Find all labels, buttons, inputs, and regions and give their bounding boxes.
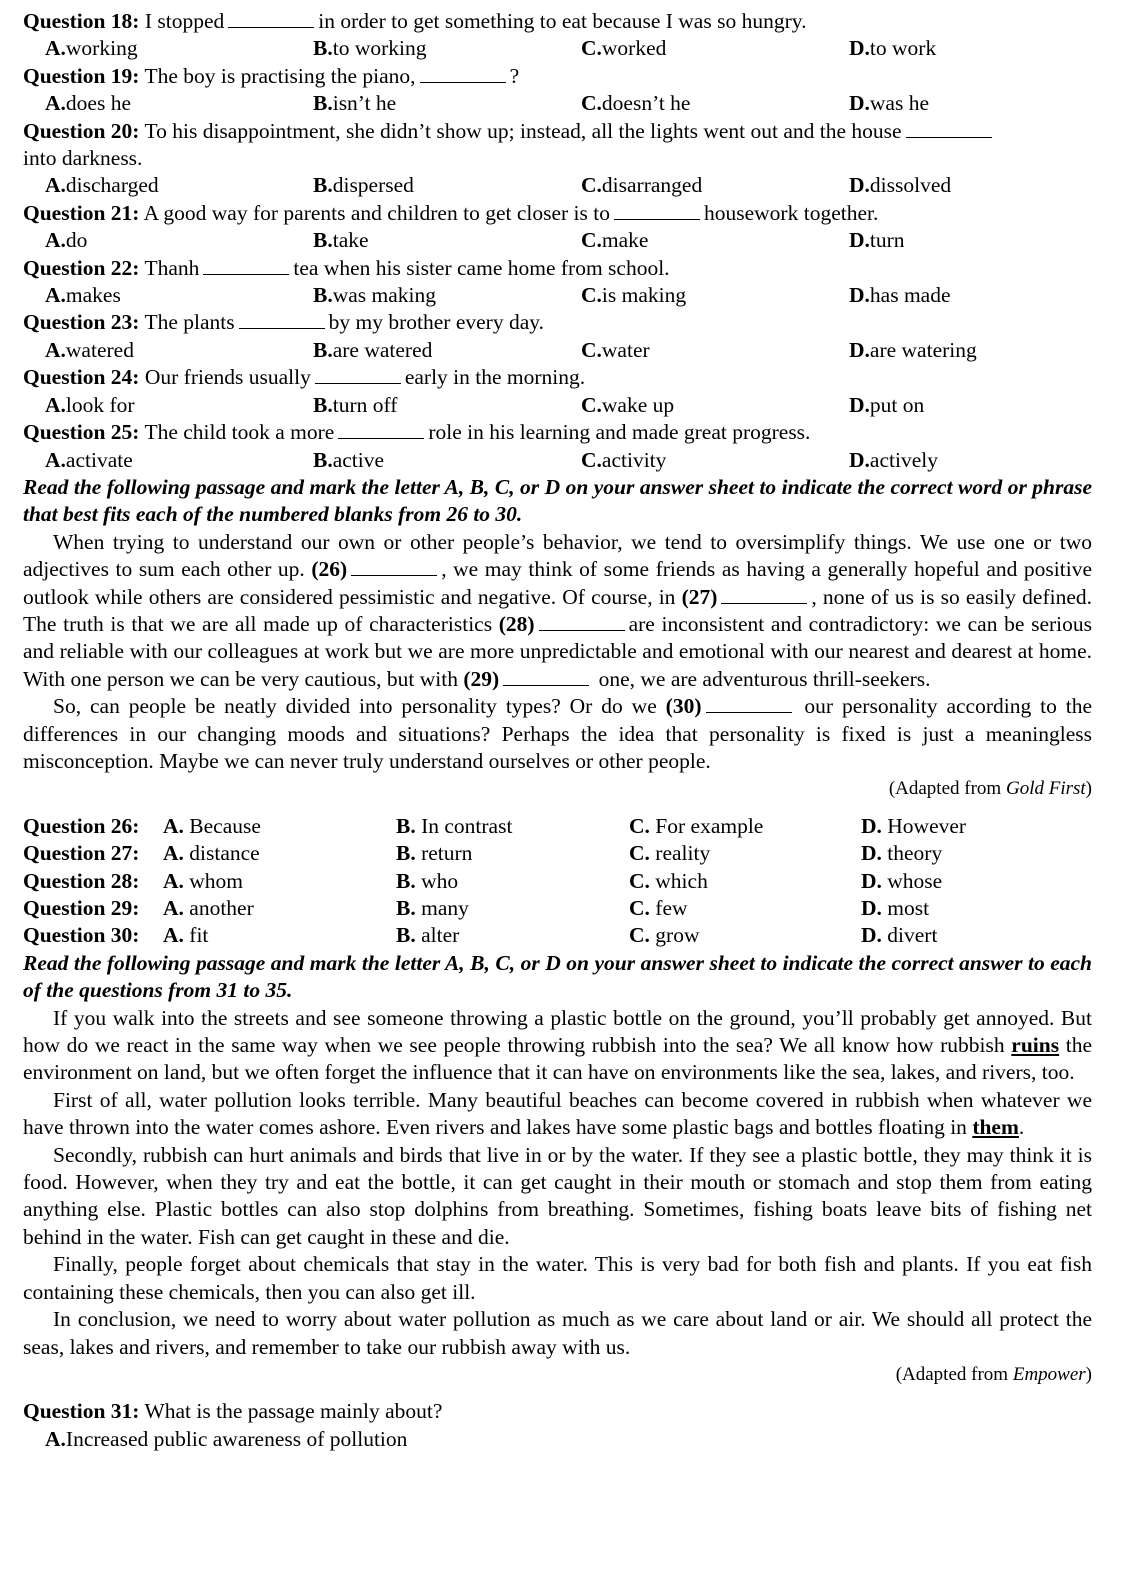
question-31-option-a[interactable]: A. Increased public awareness of pollution bbox=[45, 1426, 408, 1451]
answer-option[interactable]: C. few bbox=[629, 896, 688, 920]
answer-option[interactable]: D. whose bbox=[861, 868, 943, 893]
answer-options bbox=[23, 392, 1092, 419]
answer-option[interactable]: A.makes bbox=[45, 283, 121, 308]
blank-29-label: (29) bbox=[463, 666, 500, 691]
answer-option[interactable]: A. another bbox=[163, 896, 254, 920]
passage2-paragraph-2: First of all, water pollution looks terrible. Many beautiful beaches can become covered in rubbish when whatever we have thrown into the water comes ashore. Even rivers and lakes have some plastic bags and bottles floating in them. bbox=[23, 1087, 1092, 1140]
answer-blank bbox=[239, 310, 325, 329]
answer-option[interactable]: D. However bbox=[861, 813, 967, 838]
question-number: Question 28: bbox=[23, 868, 140, 893]
blank-26-label: (26) bbox=[311, 557, 348, 582]
answer-option[interactable]: D.has made bbox=[849, 283, 951, 308]
question-number: Question 30: bbox=[23, 923, 140, 948]
blank-29 bbox=[503, 667, 589, 686]
answer-option[interactable]: B. alter bbox=[396, 923, 460, 948]
instruction-31-35: Read the following passage and mark the letter A, B, C, or D on your answer sheet to indicate the correct answer to each of the questions from 31 to 35. bbox=[23, 950, 1092, 1003]
highlight-ruins: ruins bbox=[1011, 1033, 1060, 1058]
answer-blank bbox=[906, 119, 992, 138]
answer-option[interactable]: A. fit bbox=[163, 923, 209, 948]
passage2-paragraph-1: If you walk into the streets and see someone throwing a plastic bottle on the ground, you’ll probably get annoyed. But how do we react in the same way when we see people throwing rubbish into the sea? We all know how rubbish ruins the environment on land, but we often forget the influence that it can have on environments like the sea, lakes, and rivers, too. bbox=[23, 1005, 1093, 1085]
question-item bbox=[23, 118, 1092, 200]
blank-27 bbox=[721, 585, 807, 604]
answer-option[interactable]: A.look for bbox=[45, 392, 135, 417]
answer-options bbox=[23, 172, 1092, 199]
question-number: Question 22: bbox=[23, 255, 140, 280]
question-stem-end: housework together. bbox=[704, 200, 879, 225]
answer-options bbox=[23, 282, 1092, 309]
answer-option[interactable]: B.was making bbox=[313, 283, 437, 308]
question-item bbox=[23, 813, 1092, 840]
question-stem: The boy is practising the piano, bbox=[144, 63, 416, 88]
answer-option[interactable]: A.activate bbox=[45, 447, 133, 472]
answer-options bbox=[23, 337, 1092, 364]
answer-option[interactable]: B.turn off bbox=[313, 392, 398, 417]
answer-option[interactable]: C.activity bbox=[581, 447, 667, 472]
question-item bbox=[23, 922, 1092, 949]
answer-option[interactable]: A. Because bbox=[163, 813, 261, 838]
answer-option[interactable]: D.are watering bbox=[849, 337, 977, 362]
answer-option[interactable]: D.to work bbox=[849, 36, 937, 61]
answer-option[interactable]: D. divert bbox=[861, 923, 938, 948]
answer-option[interactable]: C.worked bbox=[581, 36, 667, 61]
question-stem: I stopped bbox=[144, 9, 225, 33]
answer-blank bbox=[228, 9, 314, 28]
question-stem-end: in order to get something to eat because I was so hungry. bbox=[318, 9, 807, 33]
answer-option[interactable]: B.are watered bbox=[313, 337, 433, 362]
answer-options bbox=[23, 35, 1092, 62]
answer-option[interactable]: D. theory bbox=[861, 841, 943, 866]
question-number: Question 19: bbox=[23, 63, 140, 88]
passage2-paragraph-5: In conclusion, we need to worry about water pollution as much as we care about land or air. We should all protect the seas, lakes and rivers, and remember to take our rubbish away with us. bbox=[23, 1307, 1092, 1359]
question-number: Question 21: bbox=[23, 200, 140, 225]
passage-31-35 bbox=[23, 1005, 1092, 1389]
question-item bbox=[23, 895, 1092, 922]
question-item bbox=[23, 200, 1092, 255]
passage1-paragraph-2: So, can people be neatly divided into personality types? Or do we (30) our personality according to the differences in our changing moods and situations? Perhaps the idea that personality is fixed is just a meaningless misconception. Maybe we can never truly understand ourselves or other people. bbox=[23, 694, 1093, 773]
answer-option[interactable]: B.active bbox=[313, 447, 385, 472]
passage1-source: (Adapted from Gold First) bbox=[888, 778, 1092, 800]
answer-option[interactable]: B.isn’t he bbox=[313, 91, 397, 116]
question-stem: Thanh bbox=[144, 255, 200, 280]
question-item bbox=[23, 868, 1092, 895]
answer-option[interactable]: C.disarranged bbox=[581, 173, 703, 198]
question-item bbox=[23, 255, 1092, 310]
answer-option[interactable]: D.turn bbox=[849, 228, 905, 253]
question-stem: The plants bbox=[144, 310, 235, 335]
question-item bbox=[23, 8, 1092, 63]
question-number: Question 27: bbox=[23, 841, 140, 866]
questions-18-25 bbox=[23, 8, 1092, 474]
question-stem-end: by my brother every day. bbox=[328, 310, 544, 335]
answer-option[interactable]: B. who bbox=[396, 868, 459, 893]
answer-option[interactable]: C. grow bbox=[629, 923, 700, 948]
answer-option[interactable]: C.doesn’t he bbox=[581, 91, 691, 116]
instruction-26-30: Read the following passage and mark the letter A, B, C, or D on your answer sheet to indicate the correct word or phrase that best fits each of the numbered blanks from 26 to 30. bbox=[23, 474, 1092, 527]
passage-26-30 bbox=[23, 529, 1092, 803]
question-stem-end: tea when his sister came home from school. bbox=[293, 255, 670, 280]
question-stem: A good way for parents and children to get closer is to bbox=[143, 200, 610, 225]
question-stem: To his disappointment, she didn’t show up; instead, all the lights went out and the house bbox=[144, 118, 902, 143]
question-number: Question 25: bbox=[23, 420, 140, 445]
answer-option[interactable]: B. many bbox=[396, 896, 469, 920]
question-item bbox=[23, 840, 1092, 867]
question-31-number: Question 31: bbox=[23, 1399, 140, 1424]
answer-option[interactable]: C.make bbox=[581, 228, 649, 253]
answer-option[interactable]: C.is making bbox=[581, 283, 687, 308]
blank-26 bbox=[351, 557, 437, 576]
answer-option[interactable]: C.water bbox=[581, 337, 650, 362]
answer-options bbox=[23, 447, 1092, 474]
answer-option[interactable]: C. reality bbox=[629, 841, 711, 866]
answer-option[interactable]: A.watered bbox=[45, 337, 134, 362]
answer-option[interactable]: C. which bbox=[629, 868, 708, 893]
answer-blank bbox=[420, 64, 506, 83]
answer-blank bbox=[203, 256, 289, 275]
answer-option[interactable]: C.wake up bbox=[581, 392, 675, 417]
answer-option[interactable]: A.do bbox=[45, 228, 88, 253]
answer-option[interactable]: D.put on bbox=[849, 392, 925, 417]
answer-option[interactable]: A.working bbox=[45, 36, 138, 61]
question-item bbox=[23, 419, 1092, 474]
answer-option[interactable]: A.does he bbox=[45, 91, 131, 116]
blank-30 bbox=[706, 694, 792, 713]
questions-26-30 bbox=[23, 813, 1092, 950]
answer-options bbox=[23, 227, 1092, 254]
blank-27-label: (27) bbox=[681, 584, 718, 609]
question-item bbox=[23, 63, 1092, 118]
blank-28 bbox=[539, 612, 625, 631]
answer-option[interactable]: D.was he bbox=[849, 91, 930, 116]
highlight-them: them bbox=[972, 1115, 1019, 1140]
answer-option[interactable]: D.dissolved bbox=[849, 173, 952, 198]
answer-option[interactable]: B. In contrast bbox=[396, 813, 513, 838]
answer-option[interactable]: A. distance bbox=[163, 841, 260, 866]
question-item bbox=[23, 309, 1092, 364]
question-stem-continued: into darkness. bbox=[23, 146, 143, 171]
answer-option[interactable]: B.take bbox=[313, 228, 369, 253]
answer-option[interactable]: B.dispersed bbox=[313, 173, 414, 198]
question-stem-end: ? bbox=[509, 63, 520, 88]
question-number: Question 24: bbox=[23, 365, 140, 390]
passage2-source: (Adapted from Empower) bbox=[895, 1363, 1092, 1385]
passage2-paragraph-3: Secondly, rubbish can hurt animals and birds that live in or by the water. If they see a plastic bottle, they may think it is food. However, when they try and eat the bottle, it can get caught in their mouth or stomach and stop them from eating anything else. Plastic bottles can also stop dolphins from breathing. Sometimes, fishing boats leave bits of fishing net behind in the water. Fish can get caught in these and die. bbox=[23, 1142, 1092, 1249]
question-31-text: What is the passage mainly about? bbox=[144, 1399, 443, 1424]
answer-blank bbox=[614, 201, 700, 220]
question-stem-end: role in his learning and made great progress. bbox=[428, 420, 811, 445]
answer-option[interactable]: A.discharged bbox=[45, 173, 159, 198]
question-number: Question 23: bbox=[23, 310, 140, 335]
question-stem: Our friends usually bbox=[144, 365, 311, 390]
passage1-paragraph-1: When trying to understand our own or other people’s behavior, we tend to oversimplify things. We use one or two adjectives to sum each other up. (26) , we may think of some friends as having a generally hopeful and positive outlook while others are considered pessimistic and negative. Of course, in (27) , none of us is so easily defined. The truth is that we are all made up of characteristics (28) are inconsistent and contradictory: we can be serious and reliable with our colleagues at work but we are more unpredictable and emotional with our nearest and dearest at home. With one person we can be very cautious, but with (29) one, we are adventurous thrill-seekers. bbox=[23, 529, 1093, 691]
answer-option[interactable]: B.to working bbox=[313, 36, 427, 61]
question-item bbox=[23, 364, 1092, 419]
question-number: Question 29: bbox=[23, 896, 140, 920]
answer-blank bbox=[315, 365, 401, 384]
answer-blank bbox=[338, 420, 424, 439]
blank-28-label: (28) bbox=[498, 611, 535, 636]
answer-option[interactable]: D. most bbox=[861, 896, 930, 920]
blank-30-label: (30) bbox=[665, 694, 702, 719]
answer-option[interactable]: C. For example bbox=[629, 813, 764, 838]
question-number: Question 18: bbox=[23, 9, 140, 33]
question-stem: The child took a more bbox=[144, 420, 335, 445]
question-31 bbox=[23, 1398, 1092, 1453]
question-stem-end: early in the morning. bbox=[404, 365, 586, 390]
answer-options bbox=[23, 90, 1092, 117]
passage2-paragraph-4: Finally, people forget about chemicals that stay in the water. This is very bad for both fish and plants. If you eat fish containing these chemicals, then you can also get ill. bbox=[23, 1252, 1092, 1304]
answer-option[interactable]: B. return bbox=[396, 841, 473, 866]
answer-option[interactable]: D.actively bbox=[849, 447, 938, 472]
question-number: Question 26: bbox=[23, 813, 140, 838]
question-number: Question 20: bbox=[23, 118, 140, 143]
answer-option[interactable]: A. whom bbox=[163, 868, 244, 893]
